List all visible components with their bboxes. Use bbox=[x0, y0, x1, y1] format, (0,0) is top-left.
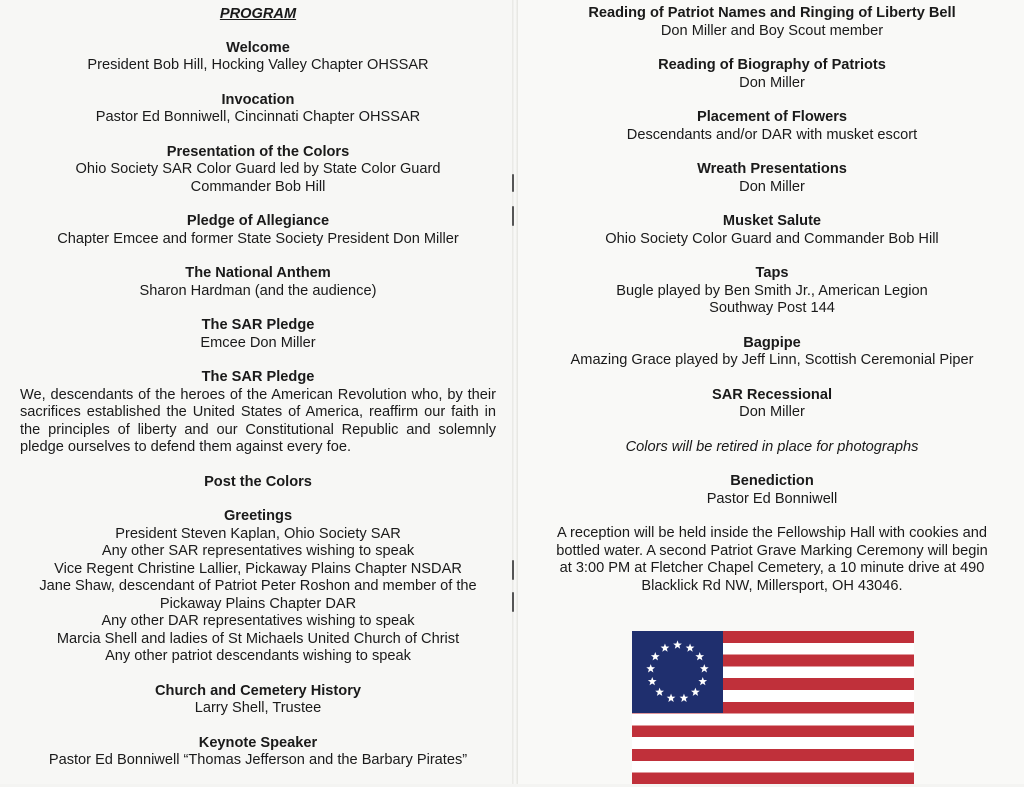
star-icon bbox=[651, 652, 660, 660]
program-item-bagpipe bbox=[537, 335, 1007, 370]
item-line: Amazing Grace played by Jeff Linn, Scottish Ceremonial Piper bbox=[570, 352, 974, 368]
item-line: Emcee Don Miller bbox=[200, 334, 316, 351]
item-heading: Pledge of Allegiance bbox=[186, 213, 330, 229]
program-item-pledge-allegiance bbox=[20, 213, 496, 248]
program-item-benediction bbox=[537, 473, 1007, 508]
left-column bbox=[20, 0, 496, 787]
star-icon bbox=[667, 694, 676, 702]
reception-line: bottled water. A second Patriot Grave Marking Ceremony will begin bbox=[556, 542, 988, 559]
item-line: Pastor Ed Bonniwell “Thomas Jefferson and the Barbary Pirates” bbox=[48, 752, 468, 768]
item-line: Pickaway Plains Chapter DAR bbox=[159, 595, 357, 612]
scan-mark bbox=[512, 560, 514, 580]
reception-line: A reception will be held inside the Fellowship Hall with cookies and bbox=[557, 525, 987, 541]
item-heading: Taps bbox=[755, 265, 789, 281]
colors-retired-note: Colors will be retired in place for photographs bbox=[625, 438, 919, 455]
program-item-pledge-text bbox=[20, 369, 496, 457]
item-heading: The SAR Pledge bbox=[201, 317, 315, 333]
item-heading: Reading of Biography of Patriots bbox=[658, 57, 886, 73]
item-line: Don Miller bbox=[739, 74, 805, 91]
star-icon bbox=[700, 664, 709, 672]
item-line: Descendants and/or DAR with musket escort bbox=[626, 126, 918, 143]
item-heading: Presentation of the Colors bbox=[166, 143, 350, 160]
program-item-post-colors bbox=[20, 474, 496, 492]
item-heading: Wreath Presentations bbox=[697, 161, 847, 177]
star-icon bbox=[673, 640, 682, 648]
program-item-colors bbox=[20, 144, 496, 197]
item-line: Ohio Society SAR Color Guard led by State Color Guard bbox=[75, 161, 441, 177]
item-line: Commander Bob Hill bbox=[190, 178, 326, 195]
item-line: Don Miller bbox=[739, 404, 805, 420]
item-heading: The National Anthem bbox=[185, 265, 331, 281]
star-icon bbox=[646, 664, 655, 672]
star-icon bbox=[698, 677, 707, 685]
stars-circle-icon bbox=[632, 631, 723, 713]
star-icon bbox=[686, 643, 695, 651]
item-heading: The SAR Pledge bbox=[201, 369, 315, 385]
star-icon bbox=[661, 643, 670, 651]
item-line: Any other patriot descendants wishing to speak bbox=[105, 648, 411, 664]
star-icon bbox=[691, 688, 700, 696]
item-heading: Placement of Flowers bbox=[696, 109, 848, 125]
item-heading: Welcome bbox=[226, 39, 290, 56]
item-line: Marcia Shell and ladies of St Michaels United Church of Christ bbox=[56, 630, 460, 647]
item-heading: SAR Recessional bbox=[711, 386, 833, 403]
program-item-invocation bbox=[20, 92, 496, 127]
item-line: Sharon Hardman (and the audience) bbox=[139, 282, 377, 299]
betsy-ross-flag-icon bbox=[632, 631, 914, 784]
item-line: President Bob Hill, Hocking Valley Chapter OHSSAR bbox=[87, 57, 429, 73]
item-heading: Invocation bbox=[221, 91, 295, 108]
item-line: Pastor Ed Bonniwell bbox=[706, 490, 838, 507]
item-line: Any other DAR representatives wishing to speak bbox=[101, 613, 415, 629]
item-line: Jane Shaw, descendant of Patriot Peter Roshon and member of the bbox=[39, 578, 477, 594]
item-heading: Greetings bbox=[223, 508, 293, 524]
item-heading: Post the Colors bbox=[204, 473, 312, 490]
item-line: Bugle played by Ben Smith Jr., American Legion bbox=[616, 282, 928, 299]
item-heading: Benediction bbox=[730, 473, 814, 489]
program-item-greetings bbox=[20, 508, 496, 666]
star-icon bbox=[695, 652, 704, 660]
star-icon bbox=[648, 677, 657, 685]
program-item-taps bbox=[537, 265, 1007, 318]
item-heading: Bagpipe bbox=[743, 334, 801, 351]
program-item-biography bbox=[537, 57, 1007, 92]
program-item-history bbox=[20, 683, 496, 718]
item-line: President Steven Kaplan, Ohio Society SAR bbox=[115, 525, 401, 542]
item-heading: Musket Salute bbox=[722, 213, 822, 229]
program-item-musket bbox=[537, 213, 1007, 248]
program-item-keynote bbox=[20, 735, 496, 770]
reception-line: at 3:00 PM at Fletcher Chapel Cemetery, a 10 minute drive at 490 bbox=[559, 560, 985, 576]
program-item-flowers bbox=[537, 109, 1007, 144]
pledge-paragraph: We, descendants of the heroes of the American Revolution who, by their sacrifices established the United States of America, reaffirm our faith in the principles of liberty and our Constitutional Republic and solemnly pledge ourselves to defend them against every foe. bbox=[20, 386, 496, 455]
item-heading: Keynote Speaker bbox=[198, 734, 318, 751]
program-title: PROGRAM bbox=[219, 6, 297, 22]
reception-notice bbox=[537, 525, 1007, 595]
program-item-anthem bbox=[20, 265, 496, 300]
item-line: Chapter Emcee and former State Society President Don Miller bbox=[57, 230, 459, 247]
reception-line: Blacklick Rd NW, Millersport, OH 43046. bbox=[641, 577, 903, 594]
item-line: Any other SAR representatives wishing to speak bbox=[101, 543, 415, 559]
item-line: Pastor Ed Bonniwell, Cincinnati Chapter OHSSAR bbox=[95, 109, 421, 125]
item-line: Southway Post 144 bbox=[709, 300, 835, 316]
item-line: Ohio Society Color Guard and Commander Bob Hill bbox=[605, 230, 939, 247]
item-line: Larry Shell, Trustee bbox=[194, 700, 322, 716]
scan-mark bbox=[512, 174, 514, 192]
program-item-wreath bbox=[537, 161, 1007, 196]
item-heading: Church and Cemetery History bbox=[155, 682, 361, 699]
star-icon bbox=[680, 694, 689, 702]
scan-mark bbox=[512, 592, 514, 612]
scan-mark bbox=[512, 206, 514, 226]
right-column bbox=[537, 0, 1007, 595]
item-line: Don Miller bbox=[739, 178, 805, 195]
program-item-recessional bbox=[537, 387, 1007, 422]
item-heading: Reading of Patriot Names and Ringing of Liberty Bell bbox=[588, 5, 956, 21]
item-line: Vice Regent Christine Lallier, Pickaway Plains Chapter NSDAR bbox=[54, 560, 462, 577]
item-line: Don Miller and Boy Scout member bbox=[660, 22, 884, 39]
program-item-patriot-names bbox=[537, 5, 1007, 40]
program-item-welcome bbox=[20, 40, 496, 75]
flag-canton bbox=[632, 631, 723, 713]
page-fold bbox=[512, 0, 518, 784]
program-item-sar-pledge bbox=[20, 317, 496, 352]
star-icon bbox=[655, 688, 664, 696]
